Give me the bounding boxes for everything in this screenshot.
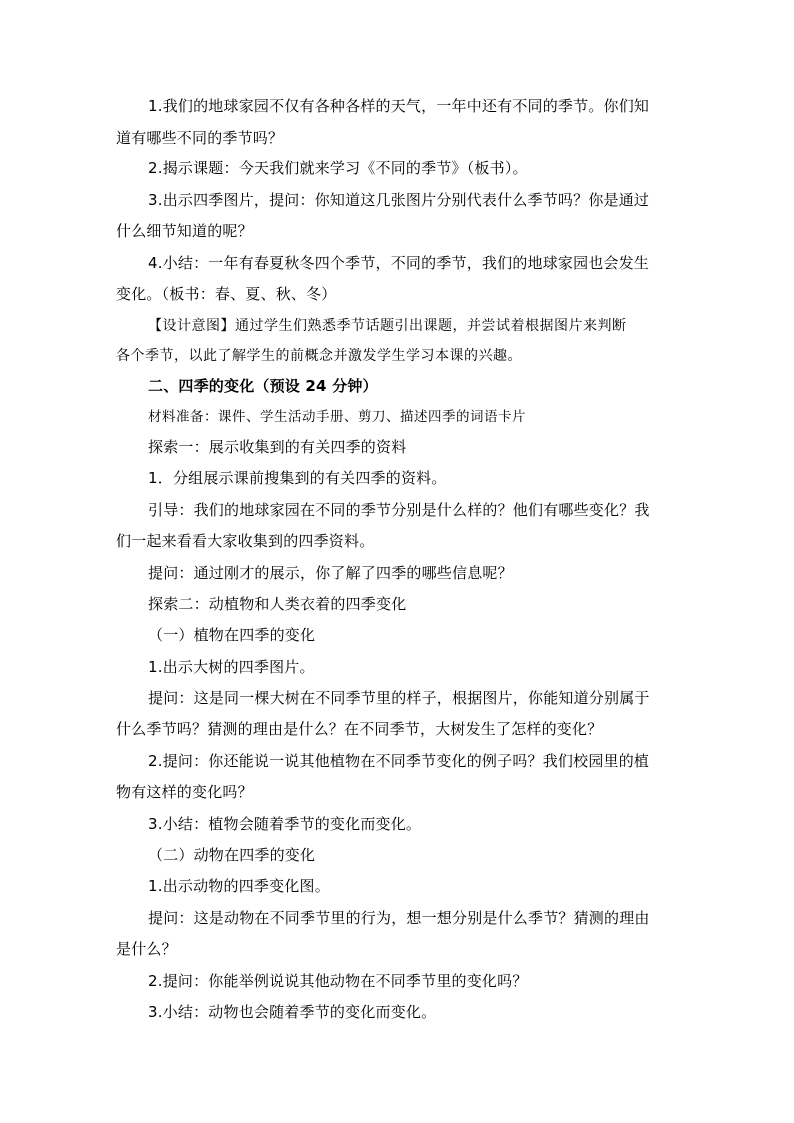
intro-p1-line2: 道有哪些不同的季节吗？ [116,129,284,147]
plants-step2-line2: 物有这样的变化吗？ [116,783,253,801]
intro-p2: 2.揭示课题：今天我们就来学习《不同的季节》（板书）。 [148,159,528,177]
animals-subtitle: （二）动物在四季的变化 [148,846,316,864]
explore1-question: 提问：通过刚才的展示，你了解了四季的哪些信息呢？ [148,564,513,582]
plants-step1: 1.出示大树的四季图片。 [148,658,315,676]
intro-p1-line1: 1.我们的地球家园不仅有各种各样的天气，一年中还有不同的季节。你们知 [148,97,650,115]
materials-line: 材料准备：课件、学生活动手册、剪刀、描述四季的词语卡片 [148,409,526,425]
animals-question-line2: 是什么？ [116,940,177,958]
intro-p3-line1: 3.出示四季图片，提问：你知道这几张图片分别代表什么季节吗？你是通过 [148,191,650,209]
intro-p4-line1: 4.小结：一年有春夏秋冬四个季节，不同的季节，我们的地球家园也会发生 [148,254,650,272]
plants-question-line2: 什么季节吗？猜测的理由是什么？在不同季节，大树发生了怎样的变化？ [116,720,603,738]
design-intent-line2: 各个季节，以此了解学生的前概念并激发学生学习本课的兴趣。 [116,348,522,364]
explore1-step1: 1．分组展示课前搜集到的有关四季的资料。 [148,469,447,487]
design-intent-line1: 【设计意图】通过学生们熟悉季节话题引出课题，并尝试着根据图片来判断 [148,318,627,334]
animals-step2: 2.提问：你能举例说说其他动物在不同季节里的变化吗？ [148,972,528,990]
plants-subtitle: （一）植物在四季的变化 [148,626,316,644]
animals-step1: 1.出示动物的四季变化图。 [148,877,330,895]
intro-p3-line2: 什么细节知道的呢？ [116,222,253,240]
intro-p4-line2: 变化。（板书：春、夏、秋、冬） [116,285,337,303]
explore1-title: 探索一：展示收集到的有关四季的资料 [148,438,407,456]
explore1-guide-line2: 们一起来看看大家收集到的四季资料。 [116,532,375,550]
section-heading: 二、四季的变化（预设 24 分钟） [148,377,378,395]
plants-step3: 3.小结：植物会随着季节的变化而变化。 [148,815,422,833]
explore1-guide-line1: 引导：我们的地球家园在不同的季节分别是什么样的？他们有哪些变化？我 [148,501,650,519]
animals-step3: 3.小结：动物也会随着季节的变化而变化。 [148,1003,437,1021]
animals-question-line1: 提问：这是动物在不同季节里的行为，想一想分别是什么季节？猜测的理由 [148,909,650,927]
explore2-title: 探索二：动植物和人类衣着的四季变化 [148,595,407,613]
plants-question-line1: 提问：这是同一棵大树在不同季节里的样子，根据图片，你能知道分别属于 [148,689,650,707]
plants-step2-line1: 2.提问：你还能说一说其他植物在不同季节变化的例子吗？我们校园里的植 [148,752,650,770]
